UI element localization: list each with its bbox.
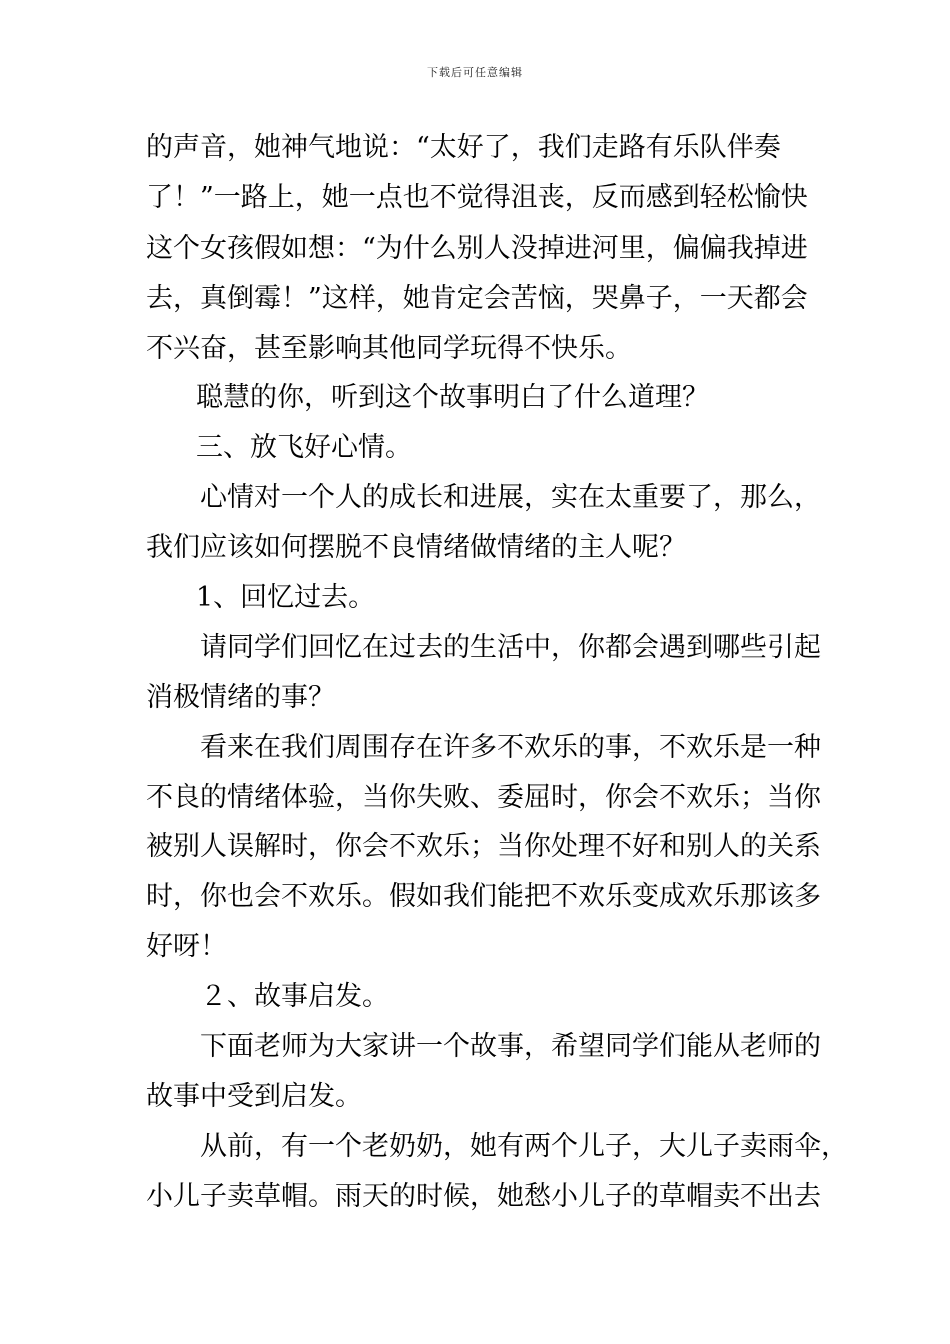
text-line: 我们应该如何摆脱不良情绪做情绪的主人呢？	[146, 532, 686, 563]
text-line: 消极情绪的事？	[146, 682, 335, 713]
text-line: 请同学们回忆在过去的生活中，你都会遇到哪些引起	[200, 632, 821, 663]
text-line: 的声音，她神气地说：“太好了，我们走路有乐队伴奏	[146, 132, 781, 163]
text-line: 三、放飞好心情。	[196, 432, 412, 463]
text-line: 好呀！	[146, 931, 227, 962]
text-line: 去，真倒霉！”这样，她肯定会苦恼，哭鼻子，一天都会	[146, 283, 808, 314]
text-line: 看来在我们周围存在许多不欢乐的事，不欢乐是一种	[200, 732, 821, 763]
text-line: 心情对一个人的成长和进展，实在太重要了，那么，	[200, 482, 821, 513]
text-line: ２、故事启发。	[200, 981, 389, 1012]
text-line: 时，你也会不欢乐。假如我们能把不欢乐变成欢乐那该多	[146, 881, 821, 912]
text-line: 1、回忆过去。	[196, 582, 376, 613]
text-line: 不兴奋，甚至影响其他同学玩得不快乐。	[146, 333, 632, 364]
text-line: 聪慧的你，听到这个故事明白了什么道理？	[196, 382, 709, 413]
text-line: 了！”一路上，她一点也不觉得沮丧，反而感到轻松愉快	[146, 182, 808, 213]
text-line: 故事中受到启发。	[146, 1081, 362, 1112]
text-line: 这个女孩假如想：“为什么别人没掉进河里，偏偏我掉进	[146, 233, 808, 264]
text-line: 不良的情绪体验，当你失败、委屈时，你会不欢乐；当你	[146, 782, 821, 813]
text-line: 从前，有一个老奶奶，她有两个儿子，大儿子卖雨伞，	[200, 1131, 848, 1162]
page-header: 下载后可任意编辑	[427, 66, 523, 79]
text-line: 小儿子卖草帽。雨天的时候，她愁小儿子的草帽卖不出去	[146, 1181, 821, 1212]
text-line: 下面老师为大家讲一个故事，希望同学们能从老师的	[200, 1031, 821, 1062]
text-line: 被别人误解时，你会不欢乐；当你处理不好和别人的关系	[146, 831, 821, 862]
